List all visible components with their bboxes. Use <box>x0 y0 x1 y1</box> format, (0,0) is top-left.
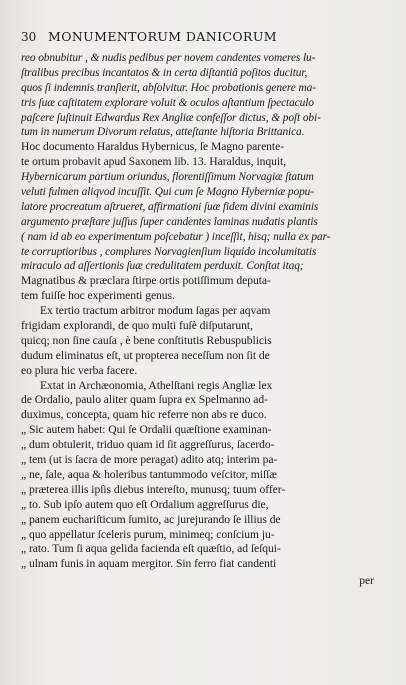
text-line: quos ſi indemnis tranſierit, abſolvitur. Hoc probationis genere ma- <box>21 81 316 94</box>
text-line: Hybernicarum partium oriundus, florentiſſimum Norvagiæ ſtatum <box>21 171 314 184</box>
body-text <box>21 51 374 572</box>
text-line: ( nam id ab eo experimentum poſcebatur ) inceſſit, hisq; nulla ex par- <box>21 230 331 243</box>
text-line: ſtralibus precibus incantatos & in certa diſtantiâ poſitos ducitur, <box>21 66 308 79</box>
text-line: duximus, concepta, quam hic referre non abs re duco. <box>21 408 267 422</box>
text-line: tum in numerum Divorum relatus, atteſtante hiſtoria Brittanica. <box>21 126 305 139</box>
catchword: per <box>359 574 374 588</box>
text-line: paſcere ſuſtinuit Edwardus Rex Angliæ confeſſor dictus, & poſt obi- <box>21 111 321 124</box>
text-line: de Ordalio, paulo aliter quam ſupra ex Spelmanno ad- <box>21 393 268 407</box>
text-line: quicq; non ſine cauſa , è bene conſtitutis Rebuspublicis <box>21 333 272 347</box>
text-line: Ex tertio tractum arbitror modum ſagas per aqvam <box>40 304 271 318</box>
text-line: „ panem euchariſticum ſumito, ac jurejurando ſe illius de <box>21 512 281 526</box>
text-line: te corruptioribus , complures Norvagienſium liquido incolumitatis <box>21 245 317 258</box>
text-line: „ præterea illis ipſis diebus intereſto, munusq; tuum offer- <box>21 482 286 496</box>
text-line: „ ne, ſale, aqua & holeribus tantummodo veſcitor, miſſæ <box>21 467 277 481</box>
page-number: 30 <box>21 30 37 44</box>
text-line: reo obnubitur , & nudis pedibus per novem candentes vomeres lu- <box>21 52 316 64</box>
running-title: MONUMENTORUM DANICORUM <box>48 29 277 44</box>
text-line: „ ulnam funis in aquam mergitor. Sin ferro fiat candenti <box>21 557 277 571</box>
text-line: „ quo appellatur ſceleris purum, minimeq; conſcium ju- <box>21 527 275 541</box>
text-line: argumento præſtare juſſus ſuper candentes laminas nudatis plantis <box>21 215 318 228</box>
text-line: dudum eliminatus eſt, ut propterea neceſſum non ſit de <box>21 348 270 362</box>
running-head <box>21 29 374 49</box>
text-line: Extat in Archæonomia, Athelſtani regis Angliæ lex <box>40 378 273 392</box>
text-line: tris ſuæ caſtitatem explorare voluit & oculos aſtantium ſpectaculo <box>21 96 314 109</box>
text-line: veluti fulmen aliqvod incuſſit. Qui cum ſe Magno Hyberniæ popu- <box>21 186 314 199</box>
text-line: „ tem (ut is ſacra de more peragat) adito atq; interim pa- <box>21 453 278 467</box>
text-line: „ to. Sub ipſo autem quo eſt Ordalium aggreſſurus die, <box>21 497 269 511</box>
text-line: „ Sic autem habet: Qui ſe Ordalii quæſtione examinan- <box>21 423 272 437</box>
text-line: frigidam explorandi, de quo multi fuſè diſputarunt, <box>21 319 253 333</box>
text-line: tem fuiſſe hoc experimenti genus. <box>21 289 175 303</box>
text-line: te ortum probavit apud Saxonem lib. 13. Haraldus, inquit, <box>21 155 287 169</box>
text-line: eo plura hic verba facere. <box>21 363 138 377</box>
text-line: miraculo ad aſſertionis ſuæ credulitatem perduxit. Conſtat itaq; <box>21 260 304 273</box>
text-line: „ dum obtulerit, triduo quam id ſit aggreſſurus, ſacerdo- <box>21 438 275 452</box>
text-line: Hoc documento Haraldus Hybernicus, ſe Magno parente- <box>21 140 285 154</box>
text-line: latore procreatum aſtrueret, affirmationi ſuæ fidem divini examinis <box>21 200 319 213</box>
text-line: Magnatibus & præclara ſtirpe ortis potiſſimum deputa- <box>21 274 271 288</box>
text-line: „ rato. Tum ſi aqua gelida facienda eſt quæſtio, ad ſeſqui- <box>21 542 281 556</box>
